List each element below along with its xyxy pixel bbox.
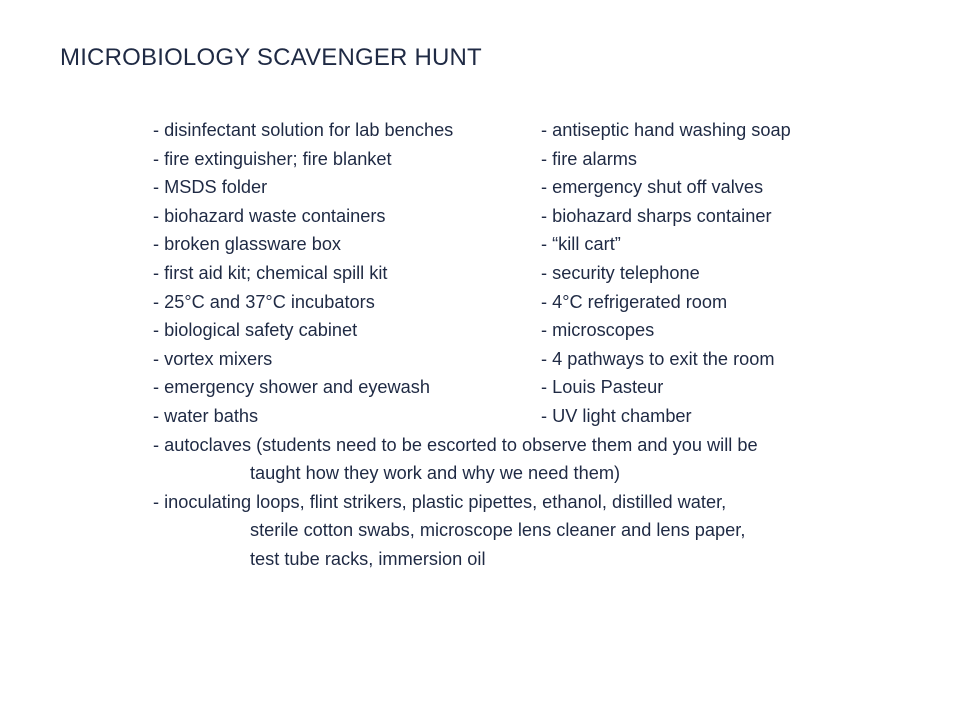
list-item-left: - MSDS folder [153, 177, 268, 198]
list-item-left: - 25°C and 37°C incubators [153, 291, 375, 312]
supplies-line-1: - inoculating loops, flint strikers, plastic pipettes, ethanol, distilled water, [153, 491, 727, 512]
list-item-left: - first aid kit; chemical spill kit [153, 262, 388, 283]
list-row [153, 230, 913, 259]
list-item-right: - 4 pathways to exit the room [541, 348, 775, 369]
list-row [153, 345, 913, 374]
list-item-right: - security telephone [541, 262, 700, 283]
list-row [153, 202, 913, 231]
list-item-right: - “kill cart” [541, 234, 621, 255]
supplies-line-3: test tube racks, immersion oil [250, 548, 486, 569]
list-row [153, 288, 913, 317]
list-item-right: - 4°C refrigerated room [541, 291, 728, 312]
list-item-right: - UV light chamber [541, 405, 692, 426]
autoclaves-line-2: taught how they work and why we need them) [250, 463, 621, 484]
list-item-left: - biohazard waste containers [153, 205, 386, 226]
list-row [153, 145, 913, 174]
autoclaves-line-1: - autoclaves (students need to be escorted to observe them and you will be [153, 434, 758, 455]
list-item-left: - emergency shower and eyewash [153, 377, 430, 398]
list-row [153, 173, 913, 202]
list-row [153, 373, 913, 402]
list-item-right: - Louis Pasteur [541, 377, 664, 398]
list-item-left: - disinfectant solution for lab benches [153, 120, 454, 140]
list-item-right: - antiseptic hand washing soap [541, 120, 791, 140]
list-item-left: - water baths [153, 405, 259, 426]
list-item-left: - vortex mixers [153, 348, 273, 369]
list-row [153, 116, 913, 145]
scavenger-list [153, 116, 913, 574]
list-item-right: - microscopes [541, 320, 655, 341]
page-title: MICROBIOLOGY SCAVENGER HUNT [60, 44, 482, 71]
supplies-line-2: sterile cotton swabs, microscope lens cleaner and lens paper, [250, 520, 746, 541]
list-item-right: - biohazard sharps container [541, 205, 772, 226]
list-row [153, 402, 913, 431]
list-item-left: - biological safety cabinet [153, 320, 358, 341]
list-item-left: - fire extinguisher; fire blanket [153, 148, 392, 169]
list-item-left: - broken glassware box [153, 234, 342, 255]
list-item-right: - fire alarms [541, 148, 637, 169]
list-row [153, 316, 913, 345]
list-item-supplies [153, 488, 913, 574]
list-item-autoclaves [153, 431, 913, 488]
list-row [153, 259, 913, 288]
list-item-right: - emergency shut off valves [541, 177, 764, 198]
